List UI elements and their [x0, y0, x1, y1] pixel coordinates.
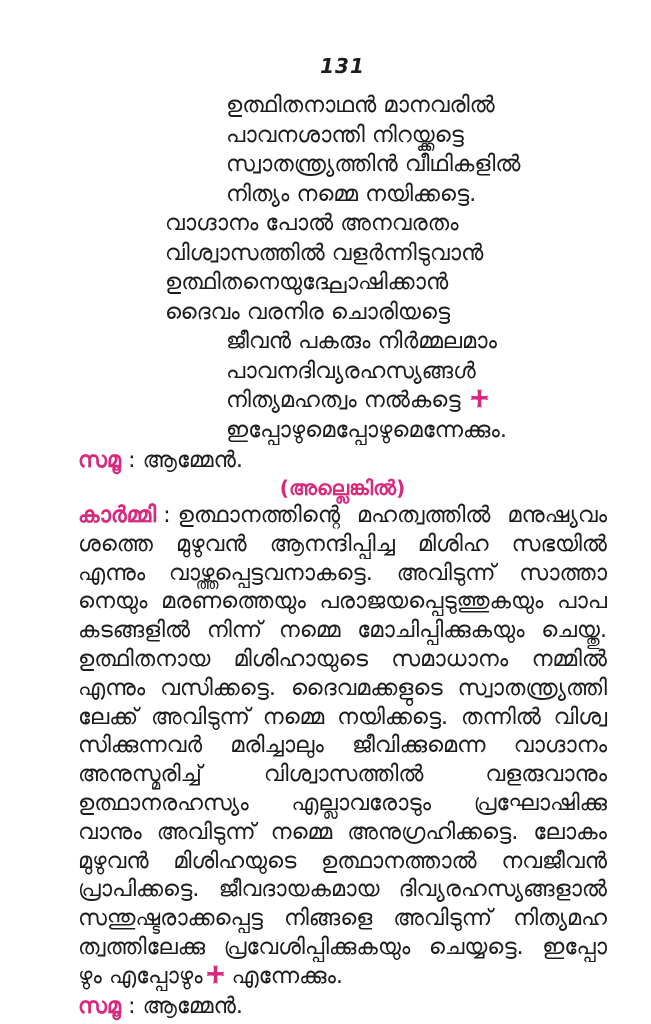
paragraph-line: എന്നും വസിക്കട്ടെ. ദൈവമക്കളുടെ സ്വാതന്ത്ര്യത്തി [78, 674, 607, 701]
hymn-line: ഉത്ഥിതനെയുദ്ഘോഷിക്കാൻ [165, 269, 449, 295]
paragraph-line: നെയും മരണത്തെയും പരാജയപ്പെടുത്തുകയും പാപ [78, 588, 607, 615]
rubric-alternative: (അല്ലെങ്കിൽ) [279, 476, 406, 500]
response-text: ആമ്മേൻ. [142, 447, 243, 473]
paragraph-line: വാനും അവിടുന്ന് നമ്മെ അനുഗ്രഹിക്കട്ടെ. ലോകം [78, 818, 607, 845]
paragraph-line: കടങ്ങളിൽ നിന്ന് നമ്മെ മോചിപ്പിക്കുകയും ചെയ്തു. [78, 617, 607, 644]
paragraph-line: എന്നും വാഴ്ത്തപ്പെട്ടവനാകട്ടെ. അവിടുന്ന് സാത്താ [78, 559, 607, 586]
speaker-separator: : [127, 447, 136, 473]
hymn-line: പാവനശാന്തി നിറയ്ക്കട്ടെ [226, 121, 464, 148]
paragraph-line [78, 501, 607, 530]
response-text: ആമ്മേൻ. [142, 992, 243, 1019]
cross-icon [470, 388, 489, 409]
people-response [78, 445, 607, 475]
celebrant-prayer [78, 501, 607, 991]
paragraph-line: ത്വത്തിലേക്കു പ്രവേശിപ്പിക്കുകയും ചെയ്യട്ടെ. ഇപ്പോ [78, 933, 607, 960]
hymn-line: പാവനദിവ്യരഹസ്യങ്ങൾ [226, 357, 476, 384]
paragraph-line-text: ഴും എപ്പോഴും [78, 962, 203, 989]
hymn-line: ഇപ്പോഴുമെപ്പോഴുമെന്നേക്കും. [226, 416, 508, 443]
paragraph-line-text: എന്നേക്കും. [231, 962, 344, 989]
hymn-line: നിത്യം നമ്മെ നയിക്കട്ടെ. [226, 180, 477, 207]
hymn-line: സ്വാതന്ത്ര്യത്തിൻ വീഥികളിൽ [226, 151, 521, 177]
hymn-line: ജീവൻ പകരും നിർമ്മലമാം [226, 328, 497, 354]
hymn-line: വാഗ്ദാനം പോൽ അനവരതം [165, 210, 459, 236]
paragraph-line: പ്രാപിക്കട്ടെ. ജീവദായകമായ ദിവ്യരഹസ്യങ്ങളാൽ [78, 876, 607, 903]
paragraph-line-with-cross [78, 962, 607, 991]
hymn-line-with-cross [226, 386, 607, 416]
paragraph-line: ഉത്ഥിതനായ മിശിഹായുടെ സമാധാനം നമ്മിൽ [78, 645, 607, 672]
paragraph-line: മുഴുവൻ മിശിഹയുടെ ഉത്ഥാനത്താൽ നവജീവൻ [78, 847, 607, 874]
hymn-line: ദൈവം വരനിര ചൊരിയട്ടെ [165, 298, 451, 325]
paragraph-line: സന്തുഷ്ടരാക്കപ്പെട്ട നിങ്ങളെ അവിടുന്ന് നിത്യമഹ [78, 905, 607, 932]
hymn-line-text: നിത്യമഹത്വം നൽകട്ടെ [226, 387, 461, 413]
speaker-separator: : [127, 992, 136, 1019]
cross-icon [206, 964, 225, 985]
speaker-label: സമൂ [78, 447, 121, 473]
paragraph-line: സിക്കുന്നവർ മരിച്ചാലും ജീവിക്കുമെന്ന വാഗ്ദാനം [78, 732, 607, 759]
paragraph-line: ഉത്ഥാനരഹസ്യം എല്ലാവരോടും പ്രഘോഷിക്കു [78, 789, 607, 816]
hymn-line: വിശ്വാസത്തിൽ വളർന്നിടുവാൻ [165, 239, 484, 266]
paragraph-line: ശത്തെ മുഴുവൻ ആനന്ദിപ്പിച്ച മിശിഹ സഭയിൽ [78, 530, 607, 557]
paragraph-line-text: ഉത്ഥാനത്തിന്റെ മഹത്വത്തിൽ മനുഷ്യവം [177, 502, 607, 528]
speaker-separator: : [163, 502, 171, 528]
hymn-line: ഉത്ഥിതനാഥൻ മാനവരിൽ [226, 92, 495, 118]
speaker-label: സമൂ [78, 992, 121, 1019]
paragraph-line: അനുസ്മരിച്ച് വിശ്വാസത്തിൽ വളരുവാനും [78, 761, 607, 788]
page-number: 131 [320, 54, 365, 78]
hymn-block [78, 91, 607, 445]
paragraph-line: ലേക്ക് അവിടുന്ന് നമ്മെ നയിക്കട്ടെ. തന്നിൽ വിശ്വ [78, 703, 607, 730]
speaker-label: കാർമ്മി [78, 502, 157, 528]
people-response [78, 991, 607, 1021]
